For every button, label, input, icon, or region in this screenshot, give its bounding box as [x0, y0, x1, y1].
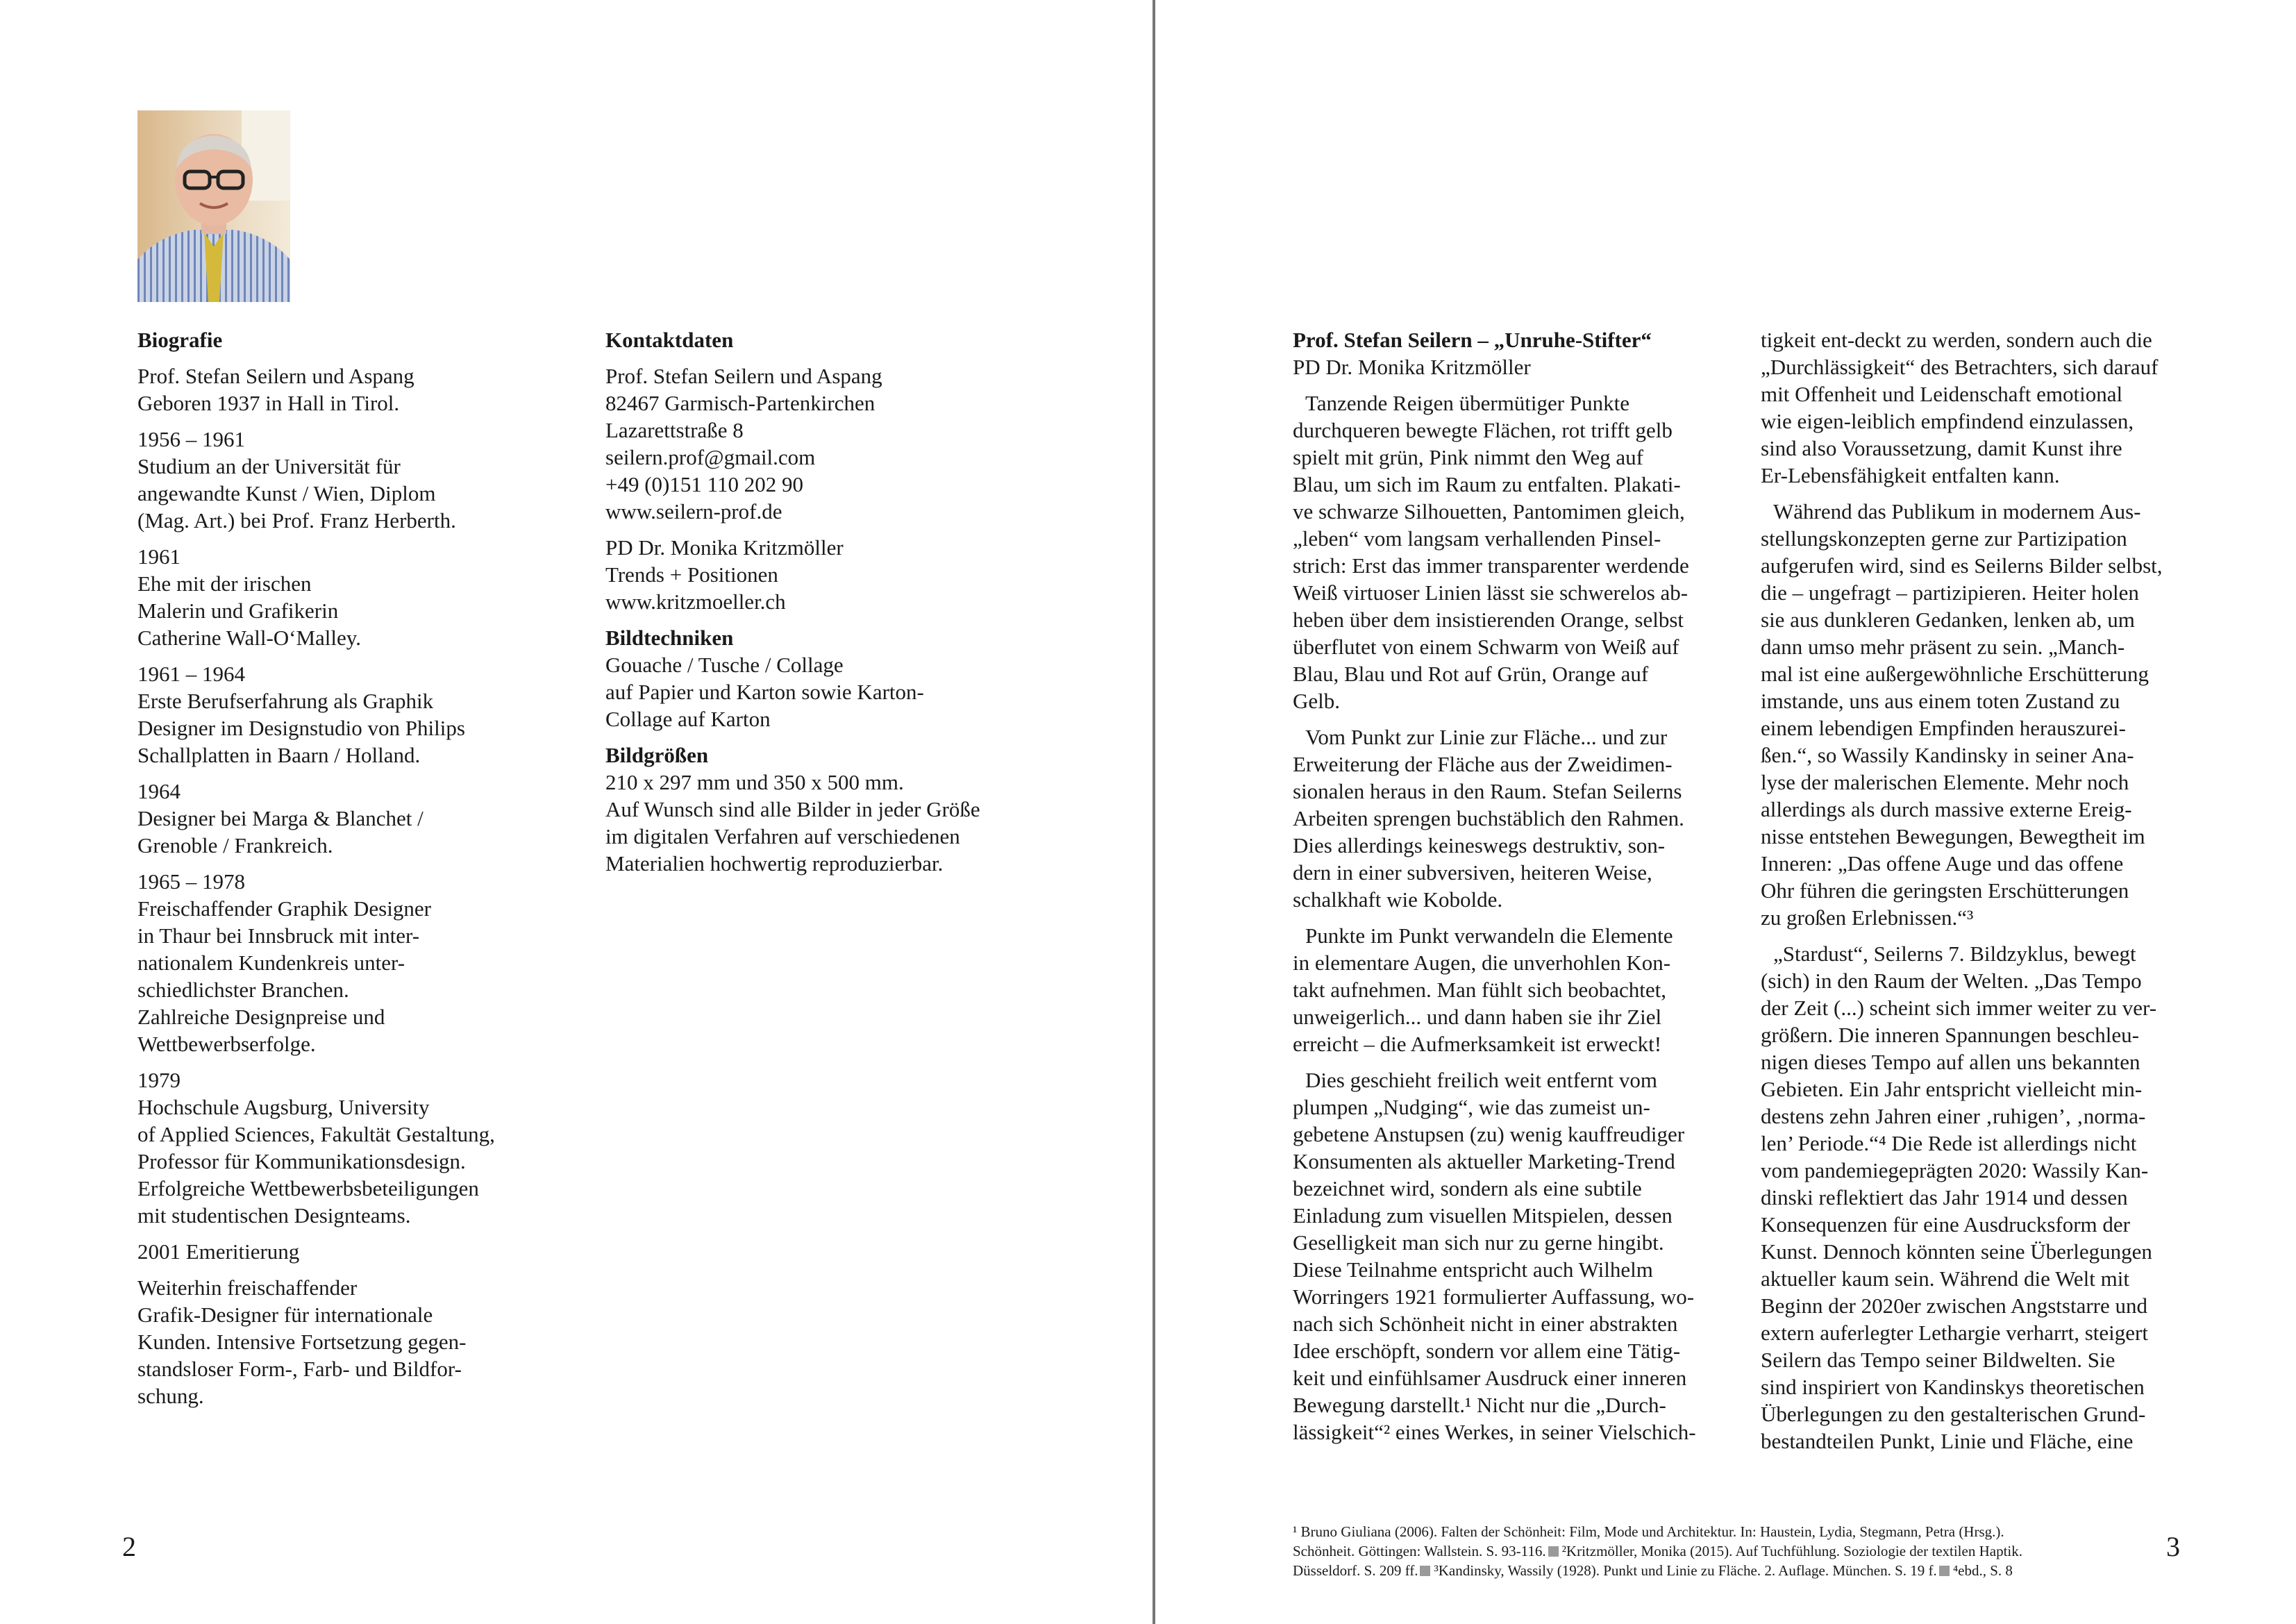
article-paragraph-line: plumpen „Nudging“, wie das zumeist un-: [1293, 1095, 1650, 1119]
article-paragraph-line: sind also Voraussetzung, damit Kunst ihre: [1761, 436, 2122, 460]
biography-line: Ehe mit der irischen: [137, 571, 312, 596]
article-paragraph-line: die – ungefragt – partizipieren. Heiter holen: [1761, 580, 2139, 605]
article-paragraph-line: ßen.“, so Wassily Kandinsky in seiner Ana-: [1761, 743, 2134, 767]
article-paragraph-line: „Stardust“, Seilerns 7. Bildzyklus, bewegt: [1773, 941, 2136, 966]
contact-line: seilern.prof@gmail.com: [605, 445, 816, 469]
biography-block: [137, 660, 526, 769]
article-paragraph-block: [1761, 326, 2205, 489]
article-paragraph-line: (sich) in den Raum der Welten. „Das Tempo: [1761, 969, 2142, 993]
article-paragraph-line: dinski reflektiert das Jahr 1914 und dessen: [1761, 1185, 2128, 1209]
page-number-right: 3: [2166, 1531, 2180, 1562]
biography-block: [137, 778, 526, 859]
biography-section: [137, 326, 526, 1418]
article-author: PD Dr. Monika Kritzmöller: [1293, 355, 1531, 379]
article-paragraph-line: Blau, Blau und Rot auf Grün, Orange auf: [1293, 662, 1649, 686]
article-paragraph-line: spielt mit grün, Pink nimmt den Weg auf: [1293, 445, 1643, 469]
article-paragraph-line: destens zehn Jahren einer ‚ruhigen’, ‚norma-: [1761, 1104, 2146, 1128]
biography-line: Studium an der Universität für: [137, 454, 401, 478]
article-paragraph-line: strich: Erst das immer transparenter werdende: [1293, 553, 1689, 578]
contact-line: www.seilern-prof.de: [605, 499, 782, 524]
article-paragraph-line: aufgerufen wird, sind es Seilerns Bilder selbst,: [1761, 553, 2163, 578]
sizes-line: 210 x 297 mm und 350 x 500 mm.: [605, 770, 904, 794]
biography-line: 1964: [137, 779, 181, 803]
footnote-separator-icon: [1548, 1546, 1559, 1557]
contact-line: Trends + Positionen: [605, 562, 778, 587]
article-paragraph-line: Einladung zum visuellen Mitspielen, dessen: [1293, 1203, 1673, 1228]
sizes-heading: Bildgrößen: [605, 743, 709, 767]
biography-line: of Applied Sciences, Fakultät Gestaltung,: [137, 1122, 495, 1146]
biography-block: [137, 426, 526, 534]
biography-line: Grafik-Designer für internationale: [137, 1303, 433, 1327]
footnote-separator-icon: [1939, 1566, 1950, 1576]
article-paragraph-line: sionalen heraus in den Raum. Stefan Seilerns: [1293, 779, 1682, 803]
article-paragraph-line: Während das Publikum in modernem Aus-: [1773, 499, 2141, 524]
article-paragraph-line: Erweiterung der Fläche aus der Zweidimen-: [1293, 752, 1673, 776]
biography-line: Prof. Stefan Seilern und Aspang: [137, 364, 414, 388]
article-paragraph-line: Geselligkeit man sich nur zu gerne hingibt.: [1293, 1230, 1664, 1255]
article-paragraph-line: überflutet von einem Schwarm von Weiß auf: [1293, 635, 1679, 659]
article-paragraph-line: Worringers 1921 formulierter Auffassung, wo-: [1293, 1284, 1695, 1309]
footnote-3: ³Kandinsky, Wassily (1928). Punkt und Linie zu Fläche. 2. Auflage. München. S. 19 f.: [1434, 1562, 1937, 1579]
article-paragraph-line: wie eigen-leiblich empfindend einzulassen,: [1761, 409, 2134, 433]
techniques-line: Collage auf Karton: [605, 707, 771, 731]
sizes-line: Materialien hochwertig reproduzierbar.: [605, 851, 944, 876]
contact-section: [605, 326, 1036, 877]
article-paragraph-line: nach sich Schönheit nicht in einer abstrakten: [1293, 1312, 1678, 1336]
biography-line: Grenoble / Frankreich.: [137, 833, 333, 857]
article-paragraph-line: nigen dieses Tempo auf allen uns bekannten: [1761, 1050, 2140, 1074]
biography-line: nationalem Kundenkreis unter-: [137, 951, 405, 975]
article-paragraph-line: aktueller kaum sein. Während die Welt mit: [1761, 1266, 2129, 1291]
article-paragraph-line: Punkte im Punkt verwandeln die Elemente: [1305, 923, 1673, 948]
article-paragraph-line: heben über dem insistierenden Orange, selbst: [1293, 608, 1684, 632]
portrait-photo: [137, 110, 290, 302]
article-paragraph-line: lyse der malerischen Elemente. Mehr noch: [1761, 770, 2129, 794]
footnote-line-2: [1293, 1541, 2181, 1561]
biography-line: Kunden. Intensive Fortsetzung gegen-: [137, 1330, 467, 1354]
biography-line: mit studentischen Designteams.: [137, 1203, 411, 1228]
contact-heading: Kontaktdaten: [605, 328, 734, 352]
contact-line: Lazarettstraße 8: [605, 418, 744, 442]
biography-block: [137, 1238, 526, 1265]
article-paragraph-line: sie aus dunkleren Gedanken, lenken ab, um: [1761, 608, 2135, 632]
footnote-1a: ¹ Bruno Giuliana (2006). Falten der Schönheit: Film, Mode und Architektur. In: Haustein, Lydia, Stegmann, Petra (Hrsg.).: [1293, 1523, 2004, 1540]
article-paragraph-line: Überlegungen zu den gestalterischen Grund-: [1761, 1402, 2146, 1426]
contact-line: Prof. Stefan Seilern und Aspang: [605, 364, 882, 388]
contact-block: [605, 534, 1036, 615]
article-paragraph-line: einem lebendigen Empfinden herauszurei-: [1761, 716, 2126, 740]
biography-line: 1965 – 1978: [137, 869, 245, 894]
techniques-lines: [605, 651, 1036, 733]
article-paragraph-line: Diese Teilnahme entspricht auch Wilhelm: [1293, 1257, 1653, 1282]
article-paragraph-line: Inneren: „Das offene Auge und das offene: [1761, 851, 2124, 876]
contact-line: +49 (0)151 110 202 90: [605, 472, 803, 496]
article-paragraph-line: nisse entstehen Bewegungen, Bewegtheit im: [1761, 824, 2145, 848]
biography-heading: Biografie: [137, 328, 223, 352]
article-paragraph-line: allerdings als durch massive externe Ereig-: [1761, 797, 2132, 821]
article-paragraph-block: [1293, 723, 1737, 913]
article-paragraph-line: Konsequenzen für eine Ausdrucksform der: [1761, 1212, 2130, 1237]
article-paragraph-block: [1761, 498, 2205, 931]
biography-block: [137, 1274, 526, 1409]
footnote-1b: Schönheit. Göttingen: Wallstein. S. 93-116.: [1293, 1543, 1546, 1559]
article-column-2: [1761, 326, 2205, 1464]
biography-block: [137, 543, 526, 651]
article-paragraph-line: keit und einfühlsamer Ausdruck einer inneren: [1293, 1366, 1687, 1390]
article-paragraph-line: Tanzende Reigen übermütiger Punkte: [1305, 391, 1629, 415]
sizes-lines: [605, 769, 1036, 877]
biography-line: 1961: [137, 544, 181, 569]
article-paragraph-line: Gebieten. Ein Jahr entspricht vielleicht min-: [1761, 1077, 2143, 1101]
article-paragraph-line: Beginn der 2020er zwischen Angststarre und: [1761, 1294, 2148, 1318]
biography-line: 1961 – 1964: [137, 662, 245, 686]
article-paragraph-line: in elementare Augen, die unverhohlen Kon-: [1293, 951, 1671, 975]
sizes-line: im digitalen Verfahren auf verschiedenen: [605, 824, 960, 848]
article-paragraph-line: extern auferlegter Lethargie verharrt, steigert: [1761, 1321, 2148, 1345]
portrait-image: [137, 110, 290, 302]
article-paragraph-line: len’ Periode.“⁴ Die Rede ist allerdings nicht: [1761, 1131, 2137, 1155]
contact-block: [605, 362, 1036, 525]
article-paragraph-line: Blau, um sich im Raum zu entfalten. Plakati-: [1293, 472, 1681, 496]
biography-line: Freischaffender Graphik Designer: [137, 896, 431, 921]
article-title: Prof. Stefan Seilern – „Unruhe-Stifter“: [1293, 328, 1652, 352]
biography-block: [137, 868, 526, 1057]
techniques-heading: Bildtechniken: [605, 626, 734, 650]
footnotes: [1293, 1522, 2181, 1580]
biography-line: Catherine Wall-O‘Malley.: [137, 626, 362, 650]
article-paragraph-line: Idee erschöpft, sondern vor allem eine Tätig-: [1293, 1339, 1681, 1363]
biography-line: (Mag. Art.) bei Prof. Franz Herberth.: [137, 508, 456, 533]
biography-line: Erfolgreiche Wettbewerbsbeteiligungen: [137, 1176, 479, 1200]
article-paragraph-line: tigkeit ent-deckt zu werden, sondern auch die: [1761, 328, 2152, 352]
biography-line: 1956 – 1961: [137, 427, 245, 451]
techniques-line: auf Papier und Karton sowie Karton-: [605, 680, 924, 704]
footnote-4: ⁴ebd., S. 8: [1952, 1562, 2013, 1579]
article-paragraph-line: „leben“ vom langsam verhallenden Pinsel-: [1293, 526, 1661, 551]
article-paragraph-line: erreicht – die Aufmerksamkeit ist erweckt!: [1293, 1032, 1662, 1056]
contact-line: 82467 Garmisch-Partenkirchen: [605, 391, 875, 415]
page-number-left: 2: [122, 1531, 136, 1562]
article-paragraph-line: lässigkeit“² eines Werkes, in seiner Vielschich-: [1293, 1420, 1696, 1444]
article-paragraph-line: Ohr führen die geringsten Erschütterungen: [1761, 878, 2129, 903]
biography-line: schiedlichster Branchen.: [137, 978, 349, 1002]
article-paragraph-line: imstande, uns aus einem toten Zustand zu: [1761, 689, 2120, 713]
article-paragraph-line: ve schwarze Silhouetten, Pantomimen gleich,: [1293, 499, 1685, 524]
article-paragraph-block: [1293, 1066, 1737, 1446]
biography-line: Designer im Designstudio von Philips: [137, 716, 465, 740]
biography-line: schung.: [137, 1384, 204, 1408]
techniques-line: Gouache / Tusche / Collage: [605, 653, 844, 677]
article-paragraph-line: Dies geschieht freilich weit entfernt vom: [1305, 1068, 1658, 1092]
biography-line: Hochschule Augsburg, University: [137, 1095, 430, 1119]
article-paragraph-block: [1293, 922, 1737, 1057]
article-paragraph-line: dern in einer subversiven, heiteren Weise,: [1293, 860, 1652, 885]
biography-line: Erste Berufserfahrung als Graphik: [137, 689, 434, 713]
article-paragraph-line: Bewegung darstellt.¹ Nicht nur die „Durch-: [1293, 1393, 1666, 1417]
biography-line: Geboren 1937 in Hall in Tirol.: [137, 391, 400, 415]
article-paragraph-line: takt aufnehmen. Man fühlt sich beobachtet,: [1293, 978, 1667, 1002]
article-paragraph-line: gebetene Anstupsen (zu) wenig kauffreudiger: [1293, 1122, 1685, 1146]
article-col1-paragraphs: [1293, 390, 1737, 1446]
footnote-2a: ²Kritzmöller, Monika (2015). Auf Tuchfühlung. Soziologie der textilen Haptik.: [1561, 1543, 2022, 1559]
biography-line: Schallplatten in Baarn / Holland.: [137, 743, 421, 767]
footnote-line-3: [1293, 1561, 2181, 1580]
article-paragraph-line: unweigerlich... und dann haben sie ihr Ziel: [1293, 1005, 1662, 1029]
article-paragraph-line: Vom Punkt zur Linie zur Fläche... und zur: [1305, 725, 1668, 749]
biography-line: Zahlreiche Designpreise und: [137, 1005, 385, 1029]
footnote-separator-icon: [1420, 1566, 1430, 1576]
article-paragraph-line: Seilern das Tempo seiner Bildwelten. Sie: [1761, 1348, 2115, 1372]
biography-block: [137, 1066, 526, 1229]
article-paragraph-line: „Durchlässigkeit“ des Betrachters, sich darauf: [1761, 355, 2159, 379]
article-paragraph-block: [1293, 390, 1737, 714]
article-paragraph-line: Weiß virtuoser Linien lässt sie schwerelos ab-: [1293, 580, 1689, 605]
biography-blocks: [137, 362, 526, 1409]
article-paragraph-line: stellungskonzepten gerne zur Partizipation: [1761, 526, 2127, 551]
article-paragraph-line: vom pandemiegeprägten 2020: Wassily Kan-: [1761, 1158, 2149, 1182]
article-paragraph-line: Arbeiten sprengen buchstäblich den Rahmen.: [1293, 806, 1684, 830]
contact-line: www.kritzmoeller.ch: [605, 589, 786, 614]
biography-line: 2001 Emeritierung: [137, 1239, 300, 1264]
biography-line: in Thaur bei Innsbruck mit inter-: [137, 923, 420, 948]
page-gutter-divider: [1153, 0, 1155, 1624]
article-paragraph-line: durchqueren bewegte Flächen, rot trifft gelb: [1293, 418, 1673, 442]
article-column-1: [1293, 326, 1737, 1455]
article-paragraph-line: Dies allerdings keineswegs destruktiv, son-: [1293, 833, 1666, 857]
contact-line: PD Dr. Monika Kritzmöller: [605, 535, 844, 560]
biography-line: angewandte Kunst / Wien, Diplom: [137, 481, 436, 505]
article-paragraph-line: Konsumenten als aktueller Marketing-Trend: [1293, 1149, 1675, 1173]
article-paragraph-line: Kunst. Dennoch könnten seine Überlegungen: [1761, 1239, 2152, 1264]
article-paragraph-line: größern. Die inneren Spannungen beschleu-: [1761, 1023, 2139, 1047]
article-paragraph-block: [1761, 940, 2205, 1455]
article-paragraph-line: dann umso mehr präsent zu sein. „Manch-: [1761, 635, 2125, 659]
biography-line: Professor für Kommunikationsdesign.: [137, 1149, 466, 1173]
biography-line: Weiterhin freischaffender: [137, 1275, 358, 1300]
article-paragraph-line: Gelb.: [1293, 689, 1341, 713]
article-paragraph-line: bestandteilen Punkt, Linie und Fläche, eine: [1761, 1429, 2134, 1453]
biography-line: Wettbewerbserfolge.: [137, 1032, 316, 1056]
biography-line: standsloser Form-, Farb- und Bildfor-: [137, 1357, 462, 1381]
biography-line: Malerin und Grafikerin: [137, 598, 339, 623]
article-paragraph-line: der Zeit (...) scheint sich immer weiter zu ver-: [1761, 996, 2157, 1020]
footnote-line-1: [1293, 1522, 2181, 1541]
biography-block: [137, 362, 526, 417]
article-paragraph-line: sind inspiriert von Kandinskys theoretischen: [1761, 1375, 2145, 1399]
article-col2-paragraphs: [1761, 326, 2205, 1455]
biography-line: Designer bei Marga & Blanchet /: [137, 806, 424, 830]
contact-blocks: [605, 362, 1036, 615]
footnote-2b: Düsseldorf. S. 209 ff.: [1293, 1562, 1418, 1579]
article-paragraph-line: zu großen Erlebnissen.“³: [1761, 905, 1974, 930]
article-paragraph-line: Er-Lebensfähigkeit entfalten kann.: [1761, 463, 2060, 487]
article-paragraph-line: mal ist eine außergewöhnliche Erschütterung: [1761, 662, 2149, 686]
article-paragraph-line: mit Offenheit und Leidenschaft emotional: [1761, 382, 2123, 406]
article-paragraph-line: bezeichnet wird, sondern als eine subtile: [1293, 1176, 1642, 1200]
sizes-line: Auf Wunsch sind alle Bilder in jeder Größe: [605, 797, 980, 821]
article-paragraph-line: schalkhaft wie Kobolde.: [1293, 887, 1503, 912]
biography-line: 1979: [137, 1068, 181, 1092]
